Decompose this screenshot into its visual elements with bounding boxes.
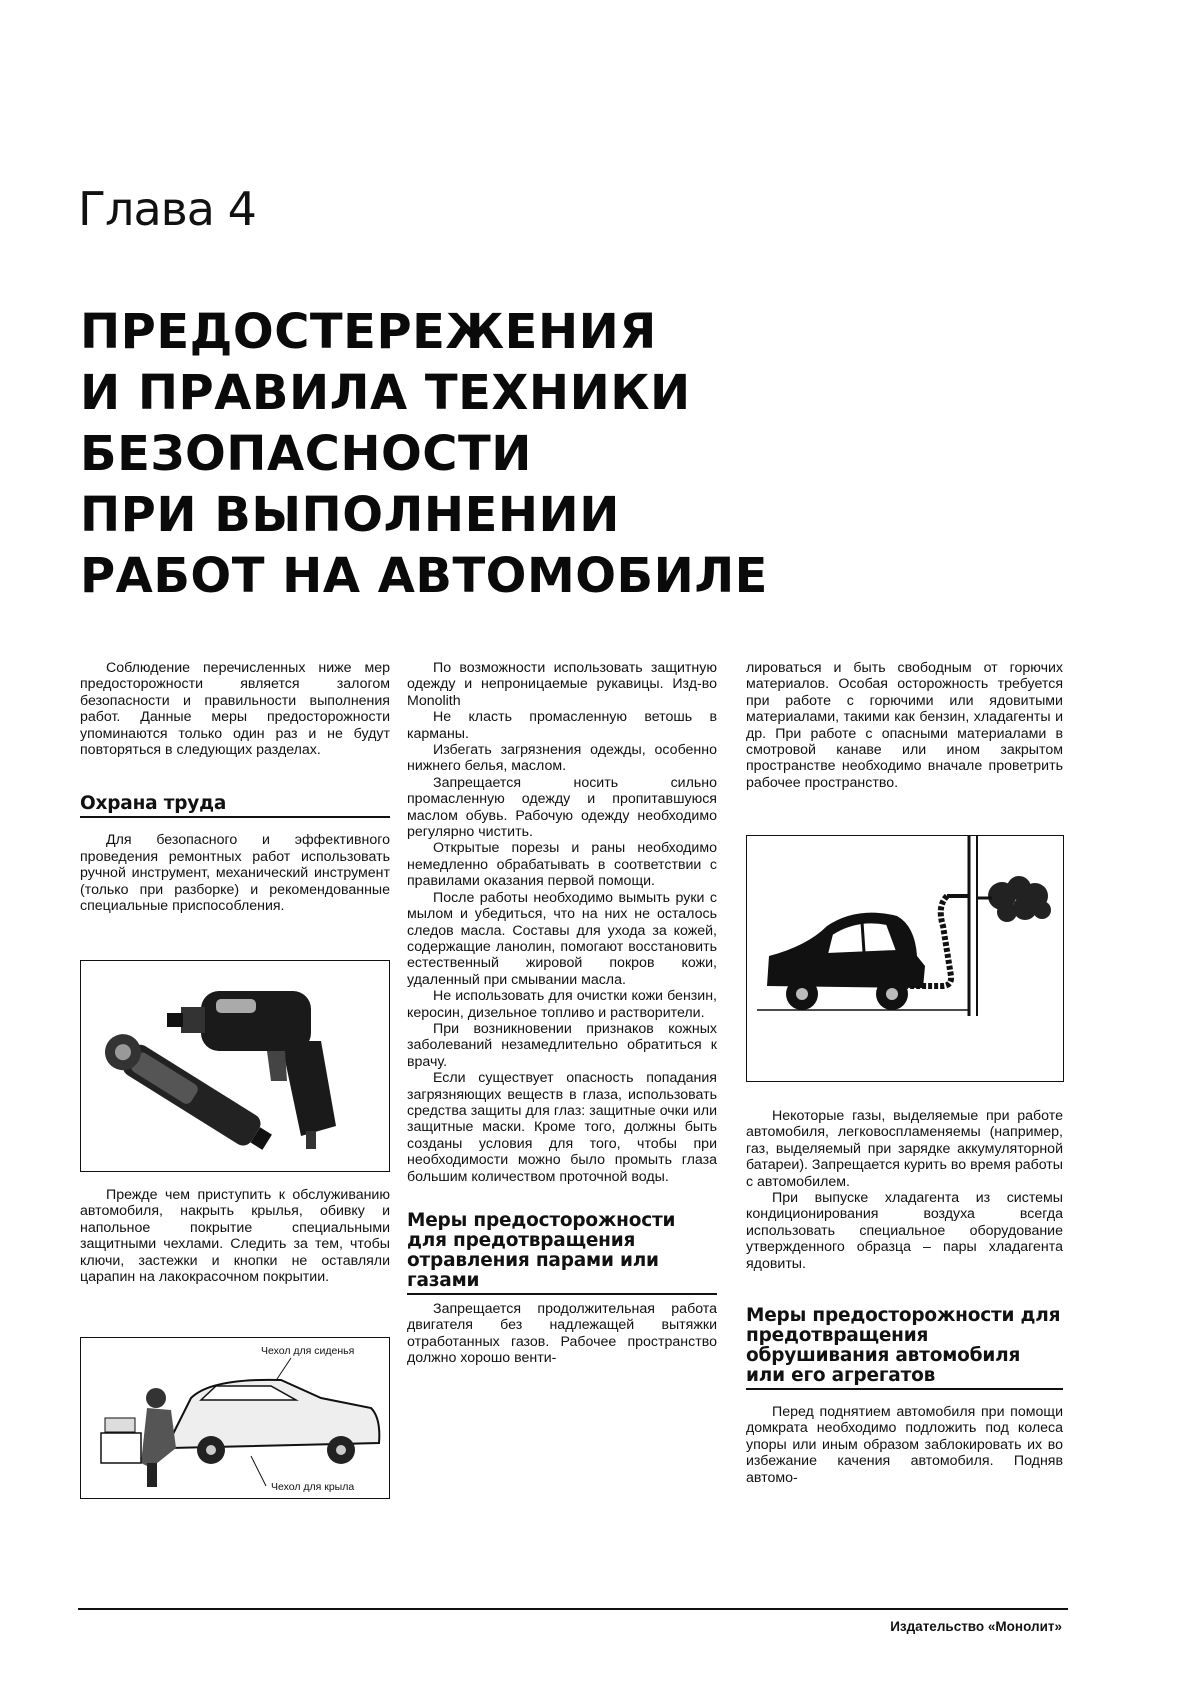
title-line: РАБОТ НА АВТОМОБИЛЕ <box>80 548 768 604</box>
paragraph: Для безопасного и эффективного проведения ремонтных работ использовать ручной инструмент, механический инструмент (только при разборке) и рекомендованные специальные приспособления. <box>80 832 390 915</box>
paragraph: Запрещается продолжительная работа двигателя без надлежащей вытяжки отработанных газов. Рабочее пространство должно хорошо венти- <box>407 1301 717 1367</box>
section-heading-gas-poisoning: Меры предосторожности для предотвращения отравления парами или газами <box>407 1211 717 1295</box>
title-line: ПРЕДОСТЕРЕЖЕНИЯ <box>80 304 657 360</box>
column-2 <box>407 660 717 1367</box>
paragraph: лироваться и быть свободным от горючих материалов. Особая осторожность требуется при работе с горючими или ядовитыми материалами, такими как бензин, хладагенты и др. При работе с опасными материалами в смотровой канаве или ином закрытом пространстве необходимо вначале проветрить рабочее пространство. <box>746 660 1063 791</box>
paragraph: По возможности использовать защитную одежду и непроницаемые рукавицы. Изд-во Monolith <box>407 660 717 709</box>
title-line: И ПРАВИЛА ТЕХНИКИ <box>80 365 691 421</box>
chapter-number: Глава 4 <box>78 182 256 236</box>
paragraph: При выпуске хладагента из системы кондиционирования воздуха всегда использовать специальное оборудование утвержденного образца – пары хладагента ядовиты. <box>746 1190 1063 1272</box>
paragraph: Не использовать для очистки кожи бензин, керосин, дизельное топливо и растворители. <box>407 988 717 1021</box>
car-covers-illustration <box>80 1337 390 1499</box>
title-line: БЕЗОПАСНОСТИ <box>80 426 532 482</box>
column-1-continued <box>80 1187 390 1285</box>
paragraph: Некоторые газы, выделяемые при работе автомобиля, легковоспламеняемы (например, газ, выделяемый при зарядке аккумуляторной батареи). Запрещается курить во время работы с автомобилем. <box>746 1108 1063 1190</box>
paragraph: Если существует опасность попадания загрязняющих веществ в глаза, использовать средства защиты для глаз: защитные очки или защитные маски. Кроме того, должны быть созданы условия для того, чтобы при необходимости можно было промыть глаза большим количеством проточной воды. <box>407 1070 717 1185</box>
fender-cover-label: Чехол для крыла <box>271 1481 355 1493</box>
seat-cover-label: Чехол для сиденья <box>261 1345 355 1357</box>
publisher-footer: Издательство «Монолит» <box>890 1619 1062 1634</box>
paragraph: При возникновении признаков кожных заболеваний незамедлительно обратиться к врачу. <box>407 1020 717 1070</box>
intro-paragraph: Соблюдение перечисленных ниже мер предосторожности является залогом безопасности и правильности выполнения работ. Данные меры предосторожности упоминаются только один раз и не будут повторяться в следующих разделах. <box>80 660 390 759</box>
column-3 <box>746 660 1063 791</box>
section-heading-vehicle-collapse: Меры предосторожности для предотвращения обрушивания автомобиля или его агрегатов <box>746 1306 1063 1390</box>
column-3-continued <box>746 1108 1063 1486</box>
car-exhaust-fumes-icon <box>747 836 1063 1081</box>
paragraph: Перед поднятием автомобиля при помощи домкрата необходимо подложить под колеса упоры или иным образом заблокировать их во избежание качения автомобиля. Подняв автомо- <box>746 1404 1063 1486</box>
title-line: ПРИ ВЫПОЛНЕНИИ <box>80 487 620 543</box>
page-title <box>80 302 880 607</box>
paragraph: Запрещается носить сильно промасленную одежду и пропитавшуюся маслом обувь. Рабочую одежду необходимо регулярно чистить. <box>407 774 717 841</box>
column-1 <box>80 660 390 914</box>
car-with-covers-icon <box>81 1338 389 1498</box>
footer-divider <box>78 1608 1068 1610</box>
paragraph: Открытые порезы и раны необходимо немедленно обрабатывать в соответствии с правилами оказания первой помощи. <box>407 840 717 890</box>
impact-wrench-ratchet-icon <box>81 961 389 1171</box>
paragraph: Прежде чем приступить к обслуживанию автомобиля, накрыть крылья, обивку и напольное покрытие специальными защитными чехлами. Следить за тем, чтобы ключи, застежки и кнопки не оставляли царапин на лакокрасочном покрытии. <box>80 1187 390 1286</box>
exhaust-illustration <box>746 835 1064 1082</box>
paragraph: Не класть промасленную ветошь в карманы. <box>407 709 717 742</box>
section-heading-labor-safety: Охрана труда <box>80 794 390 818</box>
paragraph: Избегать загрязнения одежды, особенно нижнего белья, маслом. <box>407 742 717 775</box>
paragraph: После работы необходимо вымыть руки с мылом и убедиться, что на них не осталось следов масла. Составы для ухода за кожей, содержащие ланолин, помогают восстановить естественный жировой покров кожи, удаленный при смывании масла. <box>407 889 717 988</box>
tools-illustration <box>80 960 390 1172</box>
